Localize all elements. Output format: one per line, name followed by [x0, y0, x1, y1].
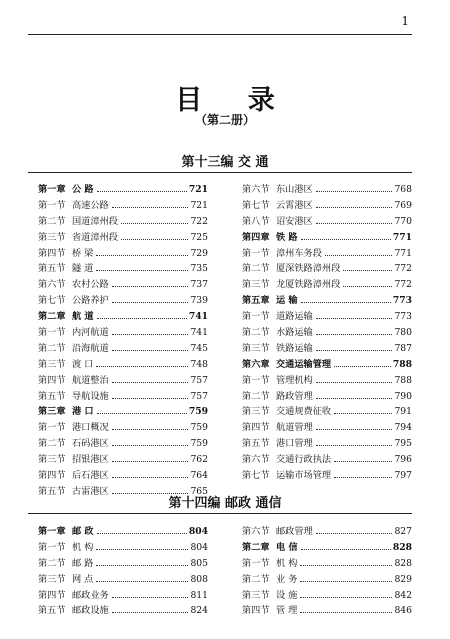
toc-entry-title: 古雷港区 — [72, 485, 109, 497]
toc-entry-number: 第七节 — [242, 199, 270, 211]
toc-entry-page: 770 — [394, 215, 412, 227]
toc-section-entry[interactable] — [38, 373, 208, 389]
toc-section-entry[interactable] — [38, 420, 208, 436]
dot-leader — [112, 398, 189, 399]
section-rule — [28, 172, 412, 173]
toc-section-entry[interactable] — [242, 389, 412, 405]
toc-section-entry[interactable] — [242, 420, 412, 436]
toc-entry-title: 港口管理 — [276, 438, 313, 450]
dot-leader — [97, 191, 187, 192]
toc-entry-page: 759 — [190, 438, 208, 450]
toc-entry-page: 827 — [394, 526, 412, 537]
toc-section-entry[interactable] — [242, 277, 412, 293]
dot-leader — [316, 318, 393, 319]
toc-section-entry[interactable] — [38, 261, 208, 277]
toc-column-right — [242, 524, 412, 619]
toc-entry-page: 745 — [190, 342, 208, 354]
toc-entry-page: 757 — [190, 390, 208, 402]
dot-leader — [334, 366, 391, 367]
toc-entry-page: 772 — [394, 263, 412, 275]
toc-entry-number: 第五节 — [38, 485, 66, 497]
toc-section-entry[interactable] — [242, 261, 412, 277]
toc-entry-title: 招银港区 — [72, 454, 109, 466]
toc-entry-page: 722 — [190, 215, 208, 227]
toc-entry-number: 第一章 — [38, 184, 66, 195]
toc-entry-title: 航道整治 — [72, 374, 109, 386]
dot-leader — [316, 223, 393, 224]
toc-entry-page: 804 — [190, 541, 208, 553]
toc-section-entry[interactable] — [242, 524, 412, 540]
toc-entry-number: 第三节 — [242, 342, 270, 354]
toc-entry-title: 石码港区 — [72, 438, 109, 450]
dot-leader — [334, 413, 392, 414]
dot-leader — [112, 302, 189, 303]
toc-entry-number: 第三节 — [242, 406, 270, 418]
dot-leader — [300, 597, 392, 598]
toc-entry-title: 云霄港区 — [276, 199, 313, 211]
toc-entry-number: 第三章 — [38, 406, 66, 418]
dot-leader — [316, 191, 393, 192]
toc-entry-number: 第三节 — [242, 589, 270, 601]
toc-entry-title: 管 理 — [276, 605, 298, 617]
toc-section-entry[interactable] — [242, 341, 412, 357]
toc-entry-number: 第二节 — [38, 215, 66, 227]
toc-entry-number: 第三节 — [242, 279, 270, 291]
toc-entry-page: 804 — [188, 526, 208, 537]
toc-section-entry[interactable] — [38, 198, 208, 214]
toc-entry-title: 龙厦铁路漳州段 — [276, 279, 341, 291]
toc-section-entry[interactable] — [38, 230, 208, 246]
toc-entry-number: 第二章 — [242, 541, 270, 553]
toc-entry-page: 773 — [394, 311, 412, 323]
toc-entry-title: 铁 路 — [276, 231, 298, 243]
toc-section-entry[interactable] — [38, 357, 208, 373]
toc-section-entry[interactable] — [38, 436, 208, 452]
toc-entry-page: 729 — [190, 247, 208, 259]
toc-entry-page: 805 — [190, 557, 208, 569]
toc-entry-page: 737 — [190, 279, 208, 291]
toc-entry-number: 第二节 — [242, 390, 270, 402]
dot-leader — [334, 477, 392, 478]
section-title-transport: 第十三编 交 通 — [181, 155, 269, 170]
toc-entry-title: 东山港区 — [276, 184, 313, 195]
dot-leader — [121, 223, 189, 224]
toc-entry-title: 交通运输管理 — [276, 358, 332, 370]
dot-leader — [96, 581, 188, 582]
toc-entry-page: 795 — [394, 438, 412, 450]
toc-entry-page: 739 — [190, 295, 208, 307]
toc-entry-number: 第一节 — [242, 311, 270, 323]
toc-entry-page: 768 — [394, 184, 412, 195]
toc-entry-title: 路政管理 — [276, 390, 313, 402]
toc-section-entry[interactable] — [242, 309, 412, 325]
toc-entry-title: 邮政设施 — [72, 605, 109, 617]
dot-leader — [112, 612, 189, 613]
page-subtitle: （第二册） — [194, 113, 255, 127]
toc-section-entry[interactable] — [242, 452, 412, 468]
toc-chapter-entry[interactable] — [38, 309, 208, 325]
toc-entry-title: 邮 政 — [72, 526, 94, 537]
toc-entry-number: 第五节 — [242, 438, 270, 450]
toc-entry-page: 788 — [394, 374, 412, 386]
dot-leader — [112, 382, 189, 383]
toc-section-entry[interactable] — [242, 436, 412, 452]
toc-entry-page: 741 — [190, 327, 208, 339]
toc-section-entry[interactable] — [38, 325, 208, 341]
toc-entry-number: 第五章 — [242, 295, 270, 307]
toc-entry-number: 第五节 — [38, 390, 66, 402]
toc-entry-page: 828 — [392, 541, 412, 553]
dot-leader — [112, 334, 189, 335]
toc-section-entry[interactable] — [38, 556, 208, 572]
toc-section-entry[interactable] — [38, 214, 208, 230]
dot-leader — [112, 597, 189, 598]
toc-entry-number: 第三节 — [38, 231, 66, 243]
toc-section-entry[interactable] — [242, 468, 412, 484]
toc-entry-number: 第二节 — [38, 438, 66, 450]
toc-entry-page: 759 — [188, 406, 208, 418]
toc-entry-title: 道路运输 — [276, 311, 313, 323]
toc-entry-number: 第一节 — [38, 422, 66, 434]
dot-leader — [300, 612, 392, 613]
dot-leader — [316, 334, 393, 335]
toc-entry-page: 735 — [190, 263, 208, 275]
dot-leader — [325, 255, 393, 256]
toc-entry-page: 759 — [190, 422, 208, 434]
toc-entry-number: 第三节 — [38, 454, 66, 466]
header-rule — [28, 34, 412, 35]
toc-entry-number: 第二节 — [38, 557, 66, 569]
toc-entry-title: 内河航道 — [72, 327, 109, 339]
toc-entry-title: 业 务 — [276, 573, 298, 585]
toc-entry-title: 渡 口 — [72, 358, 94, 370]
toc-entry-title: 航 道 — [72, 311, 94, 323]
toc-entry-page: 829 — [394, 573, 412, 585]
toc-entry-page: 764 — [190, 470, 208, 482]
toc-entry-number: 第三节 — [38, 358, 66, 370]
toc-section-entry[interactable] — [38, 468, 208, 484]
toc-entry-title: 设 施 — [276, 589, 298, 601]
toc-entry-title: 导航设施 — [72, 390, 109, 402]
toc-entry-page: 773 — [392, 295, 412, 307]
toc-section-entry[interactable] — [38, 572, 208, 588]
toc-chapter-entry[interactable] — [242, 293, 412, 309]
toc-entry-number: 第六节 — [242, 184, 270, 195]
toc-entry-title: 航道管理 — [276, 422, 313, 434]
dot-leader — [96, 270, 188, 271]
toc-entry-title: 电 信 — [276, 541, 298, 553]
toc-entry-page: 741 — [188, 311, 208, 323]
toc-entry-title: 沿海航道 — [72, 342, 109, 354]
toc-section-entry[interactable] — [242, 588, 412, 604]
toc-entry-page: 748 — [190, 358, 208, 370]
toc-entry-page: 787 — [394, 342, 412, 354]
toc-entry-title: 港 口 — [72, 406, 94, 418]
dot-leader — [316, 350, 393, 351]
toc-entry-page: 765 — [190, 485, 208, 497]
toc-entry-number: 第一节 — [242, 374, 270, 386]
toc-entry-page: 769 — [394, 199, 412, 211]
toc-entry-number: 第四章 — [242, 231, 270, 243]
toc-entry-page: 811 — [190, 589, 208, 601]
toc-entry-number: 第二节 — [242, 263, 270, 275]
toc-entry-title: 公路养护 — [72, 295, 109, 307]
toc-entry-title: 邮政管理 — [276, 526, 313, 537]
dot-leader — [316, 445, 393, 446]
toc-entry-number: 第四节 — [38, 470, 66, 482]
dot-leader — [343, 286, 392, 287]
dot-leader — [96, 255, 188, 256]
dot-leader — [316, 207, 393, 208]
toc-section-entry[interactable] — [242, 246, 412, 262]
toc-entry-page: 721 — [190, 199, 208, 211]
toc-entry-page: 794 — [394, 422, 412, 434]
toc-chapter-entry[interactable] — [242, 230, 412, 246]
toc-section-entry[interactable] — [242, 404, 412, 420]
toc-entry-page: 846 — [394, 605, 412, 617]
dot-leader — [301, 239, 391, 240]
toc-section-entry[interactable] — [242, 182, 412, 198]
toc-entry-number: 第四节 — [38, 589, 66, 601]
toc-entry-number: 第八节 — [242, 215, 270, 227]
dot-leader — [112, 350, 189, 351]
dot-leader — [316, 382, 393, 383]
toc-section-entry[interactable] — [38, 588, 208, 604]
toc-entry-number: 第六章 — [242, 358, 270, 370]
toc-entry-number: 第六节 — [38, 279, 66, 291]
toc-column-left — [38, 182, 208, 500]
toc-entry-page: 842 — [394, 589, 412, 601]
toc-section-entry[interactable] — [242, 556, 412, 572]
toc-entry-number: 第四节 — [38, 247, 66, 259]
toc-chapter-entry[interactable] — [38, 404, 208, 420]
toc-entry-number: 第二章 — [38, 311, 66, 323]
dot-leader — [96, 565, 188, 566]
toc-entry-title: 漳州车务段 — [276, 247, 322, 259]
toc-entry-number: 第五节 — [38, 263, 66, 275]
toc-chapter-entry[interactable] — [242, 357, 412, 373]
toc-chapter-entry[interactable] — [38, 182, 208, 198]
toc-section-entry[interactable] — [242, 572, 412, 588]
toc-entry-page: 771 — [392, 231, 412, 243]
dot-leader — [301, 549, 391, 550]
dot-leader — [112, 207, 189, 208]
toc-entry-number: 第七节 — [242, 470, 270, 482]
toc-entry-title: 运输市场管理 — [276, 470, 332, 482]
toc-entry-number: 第三节 — [38, 573, 66, 585]
dot-leader — [316, 533, 393, 534]
toc-column-left — [38, 524, 208, 619]
toc-entry-page: 721 — [188, 184, 208, 195]
toc-section-entry[interactable] — [242, 373, 412, 389]
toc-entry-page: 772 — [394, 279, 412, 291]
dot-leader — [121, 239, 189, 240]
toc-entry-number: 第一节 — [38, 199, 66, 211]
toc-entry-title: 交通行政执法 — [276, 454, 332, 466]
toc-entry-title: 网 点 — [72, 573, 94, 585]
toc-entry-title: 厦深铁路漳州段 — [276, 263, 341, 275]
dot-leader — [301, 302, 391, 303]
toc-entry-page: 791 — [394, 406, 412, 418]
toc-entry-title: 邮 路 — [72, 557, 94, 569]
toc-entry-number: 第四节 — [242, 605, 270, 617]
page-number: 1 — [401, 14, 409, 28]
toc-entry-title: 机 构 — [276, 557, 298, 569]
toc-entry-page: 762 — [190, 454, 208, 466]
toc-entry-title: 诏安港区 — [276, 215, 313, 227]
toc-entry-page: 780 — [394, 327, 412, 339]
toc-section-entry[interactable] — [242, 325, 412, 341]
dot-leader — [96, 366, 188, 367]
toc-entry-number: 第二节 — [242, 327, 270, 339]
toc-entry-title: 省道漳州段 — [72, 231, 118, 243]
toc-entry-page: 808 — [190, 573, 208, 585]
toc-section-entry[interactable] — [38, 389, 208, 405]
toc-entry-number: 第六节 — [242, 526, 270, 537]
toc-entry-title: 邮政业务 — [72, 589, 109, 601]
dot-leader — [112, 445, 189, 446]
toc-section-entry[interactable] — [38, 452, 208, 468]
toc-entry-number: 第一节 — [38, 541, 66, 553]
dot-leader — [112, 429, 189, 430]
toc-entry-page: 788 — [392, 358, 412, 370]
toc-entry-number: 第四节 — [242, 422, 270, 434]
toc-entry-title: 隧 道 — [72, 263, 94, 275]
toc-section-entry[interactable] — [242, 198, 412, 214]
toc-section-entry[interactable] — [38, 246, 208, 262]
toc-entry-title: 机 构 — [72, 541, 94, 553]
toc-entry-page: 725 — [190, 231, 208, 243]
toc-entry-title: 桥 梁 — [72, 247, 94, 259]
dot-leader — [97, 413, 187, 414]
toc-section-entry[interactable] — [38, 540, 208, 556]
toc-entry-number: 第七节 — [38, 295, 66, 307]
toc-section-entry[interactable] — [38, 293, 208, 309]
section-title-postal: 第十四编 邮政 通信 — [168, 496, 282, 511]
dot-leader — [300, 565, 392, 566]
toc-entry-number: 第一章 — [38, 526, 66, 537]
dot-leader — [316, 398, 393, 399]
toc-entry-number: 第二节 — [38, 342, 66, 354]
toc-entry-page: 797 — [394, 470, 412, 482]
dot-leader — [96, 549, 188, 550]
page-title: 目 录 — [175, 85, 293, 116]
dot-leader — [343, 270, 392, 271]
toc-entry-title: 水路运输 — [276, 327, 313, 339]
toc-entry-title: 国道漳州段 — [72, 215, 118, 227]
toc-entry-title: 港口概况 — [72, 422, 109, 434]
toc-section-entry[interactable] — [242, 603, 412, 619]
toc-entry-page: 824 — [190, 605, 208, 617]
toc-entry-page: 757 — [190, 374, 208, 386]
toc-entry-page: 790 — [394, 390, 412, 402]
toc-entry-title: 交通规费征收 — [276, 406, 332, 418]
toc-entry-title: 高速公路 — [72, 199, 109, 211]
toc-chapter-entry[interactable] — [242, 540, 412, 556]
toc-chapter-entry[interactable] — [38, 524, 208, 540]
toc-entry-title: 农村公路 — [72, 279, 109, 291]
toc-entry-title: 铁路运输 — [276, 342, 313, 354]
dot-leader — [112, 461, 189, 462]
toc-section-entry[interactable] — [38, 603, 208, 619]
toc-entry-number: 第一节 — [242, 247, 270, 259]
section-rule — [28, 513, 412, 514]
toc-entry-page: 771 — [394, 247, 412, 259]
dot-leader — [300, 581, 392, 582]
dot-leader — [112, 286, 189, 287]
toc-entry-page: 828 — [394, 557, 412, 569]
dot-leader — [316, 429, 393, 430]
toc-entry-title: 运 输 — [276, 295, 298, 307]
toc-entry-number: 第二节 — [242, 573, 270, 585]
dot-leader — [334, 461, 392, 462]
toc-entry-title: 公 路 — [72, 184, 94, 195]
toc-entry-number: 第五节 — [38, 605, 66, 617]
toc-entry-page: 796 — [394, 454, 412, 466]
toc-entry-title: 管理机构 — [276, 374, 313, 386]
dot-leader — [112, 477, 189, 478]
toc-entry-title: 后石港区 — [72, 470, 109, 482]
toc-entry-number: 第一节 — [242, 557, 270, 569]
toc-section-entry[interactable] — [242, 214, 412, 230]
dot-leader — [97, 533, 187, 534]
toc-entry-number: 第四节 — [38, 374, 66, 386]
toc-entry-number: 第六节 — [242, 454, 270, 466]
toc-section-entry[interactable] — [38, 277, 208, 293]
toc-section-entry[interactable] — [38, 341, 208, 357]
toc-column-right — [242, 182, 412, 484]
dot-leader — [97, 318, 187, 319]
toc-entry-number: 第一节 — [38, 327, 66, 339]
